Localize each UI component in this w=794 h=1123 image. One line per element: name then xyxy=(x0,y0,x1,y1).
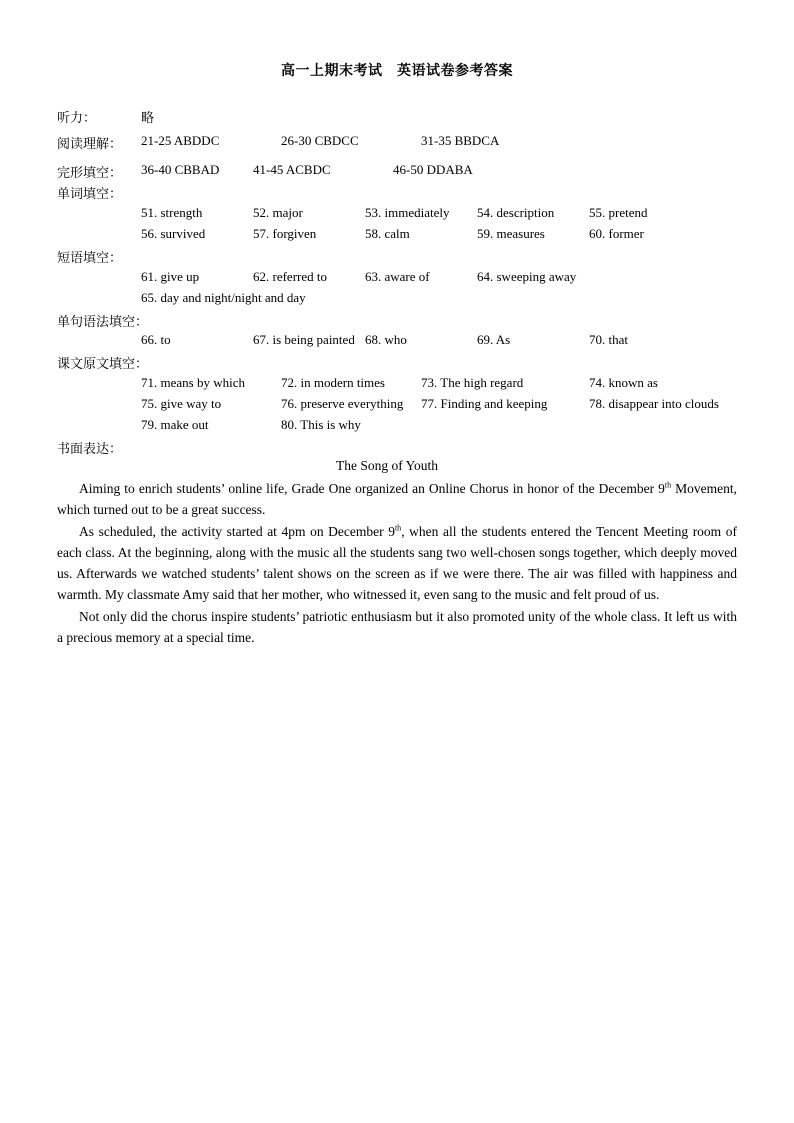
reading-group-2: 26-30 CBDCC xyxy=(281,133,359,148)
grammar-fill-label: 单句语法填空： xyxy=(57,315,149,330)
word-answer: 58. calm xyxy=(365,226,410,241)
writing-label: 书面表达： xyxy=(57,442,123,457)
ordinal-suffix: th xyxy=(664,480,672,490)
word-fill-label: 单词填空： xyxy=(57,187,123,202)
phrase-answer: 65. day and night/night and day xyxy=(141,290,306,305)
reading-group-1: 21-25 ABDDC xyxy=(141,133,220,148)
word-answer: 52. major xyxy=(253,205,303,220)
word-answer: 60. former xyxy=(589,226,644,241)
word-answer: 57. forgiven xyxy=(253,226,317,241)
essay-body xyxy=(57,478,737,648)
grammar-answer: 70. that xyxy=(589,332,628,347)
cloze-label: 完形填空： xyxy=(57,166,123,181)
word-answer: 59. measures xyxy=(477,226,545,241)
text-answer: 80. This is why xyxy=(281,417,361,432)
word-answer: 51. strength xyxy=(141,205,203,220)
text-answer: 78. disappear into clouds xyxy=(589,396,719,411)
essay-text: Movement, which turned out to be a great success. xyxy=(57,481,737,518)
grammar-answer: 68. who xyxy=(365,332,407,347)
word-answer: 56. survived xyxy=(141,226,206,241)
word-answer: 54. description xyxy=(477,205,555,220)
essay-text: Aiming to enrich students’ online life, Grade One organized an Online Chorus in honor of the December 9 xyxy=(79,481,665,496)
reading-group-3: 31-35 BBDCA xyxy=(421,133,500,148)
cloze-group-3: 46-50 DDABA xyxy=(393,162,473,177)
text-answer: 73. The high regard xyxy=(421,375,524,390)
reading-label: 阅读理解： xyxy=(57,137,123,152)
ordinal-suffix: th xyxy=(394,523,402,533)
essay-text: , when all the students entered the Tencent Meeting room of each class. At the beginning, along with the music all the students sang two well-chosen songs together, which deeply moved us. Afterwards we watched students’ talent shows on the screen as if we were there. The air was filled with happiness and warmth. My classmate Amy said that her mother, who witnessed it, even sang to the music and felt proud of us. xyxy=(57,523,738,603)
text-answer: 77. Finding and keeping xyxy=(421,396,548,411)
text-answer: 75. give way to xyxy=(141,396,222,411)
text-answer: 71. means by which xyxy=(141,375,245,390)
essay-paragraph-1 xyxy=(57,478,737,521)
text-fill-label: 课文原文填空： xyxy=(57,357,149,372)
page-title: 高一上期末考试 英语试卷参考答案 xyxy=(281,63,513,79)
essay-paragraph-3: Not only did the chorus inspire students’ patriotic enthusiasm but it also promoted unity of the whole class. It left us with a precious memory at a special time. xyxy=(57,608,737,646)
cloze-group-1: 36-40 CBBAD xyxy=(141,162,220,177)
cloze-group-2: 41-45 ACBDC xyxy=(253,162,331,177)
listening-answer: 略 xyxy=(141,111,155,126)
grammar-answer: 67. is being painted xyxy=(253,332,355,347)
text-answer: 74. known as xyxy=(589,375,658,390)
phrase-answer: 63. aware of xyxy=(365,269,430,284)
word-answer: 55. pretend xyxy=(589,205,648,220)
grammar-answer: 69. As xyxy=(477,332,511,347)
phrase-answer: 62. referred to xyxy=(253,269,327,284)
essay-title: The Song of Youth xyxy=(335,458,438,473)
text-answer: 79. make out xyxy=(141,417,209,432)
listening-label: 听力： xyxy=(57,111,97,126)
phrase-fill-label: 短语填空： xyxy=(57,251,123,266)
grammar-answer: 66. to xyxy=(141,332,171,347)
essay-paragraph-2 xyxy=(57,521,737,606)
essay-text: As scheduled, the activity started at 4pm on December 9 xyxy=(79,523,395,539)
word-answer: 53. immediately xyxy=(365,205,450,220)
text-answer: 72. in modern times xyxy=(281,375,385,390)
phrase-answer: 64. sweeping away xyxy=(477,269,577,284)
text-answer: 76. preserve everything xyxy=(281,396,404,411)
phrase-answer: 61. give up xyxy=(141,269,200,284)
